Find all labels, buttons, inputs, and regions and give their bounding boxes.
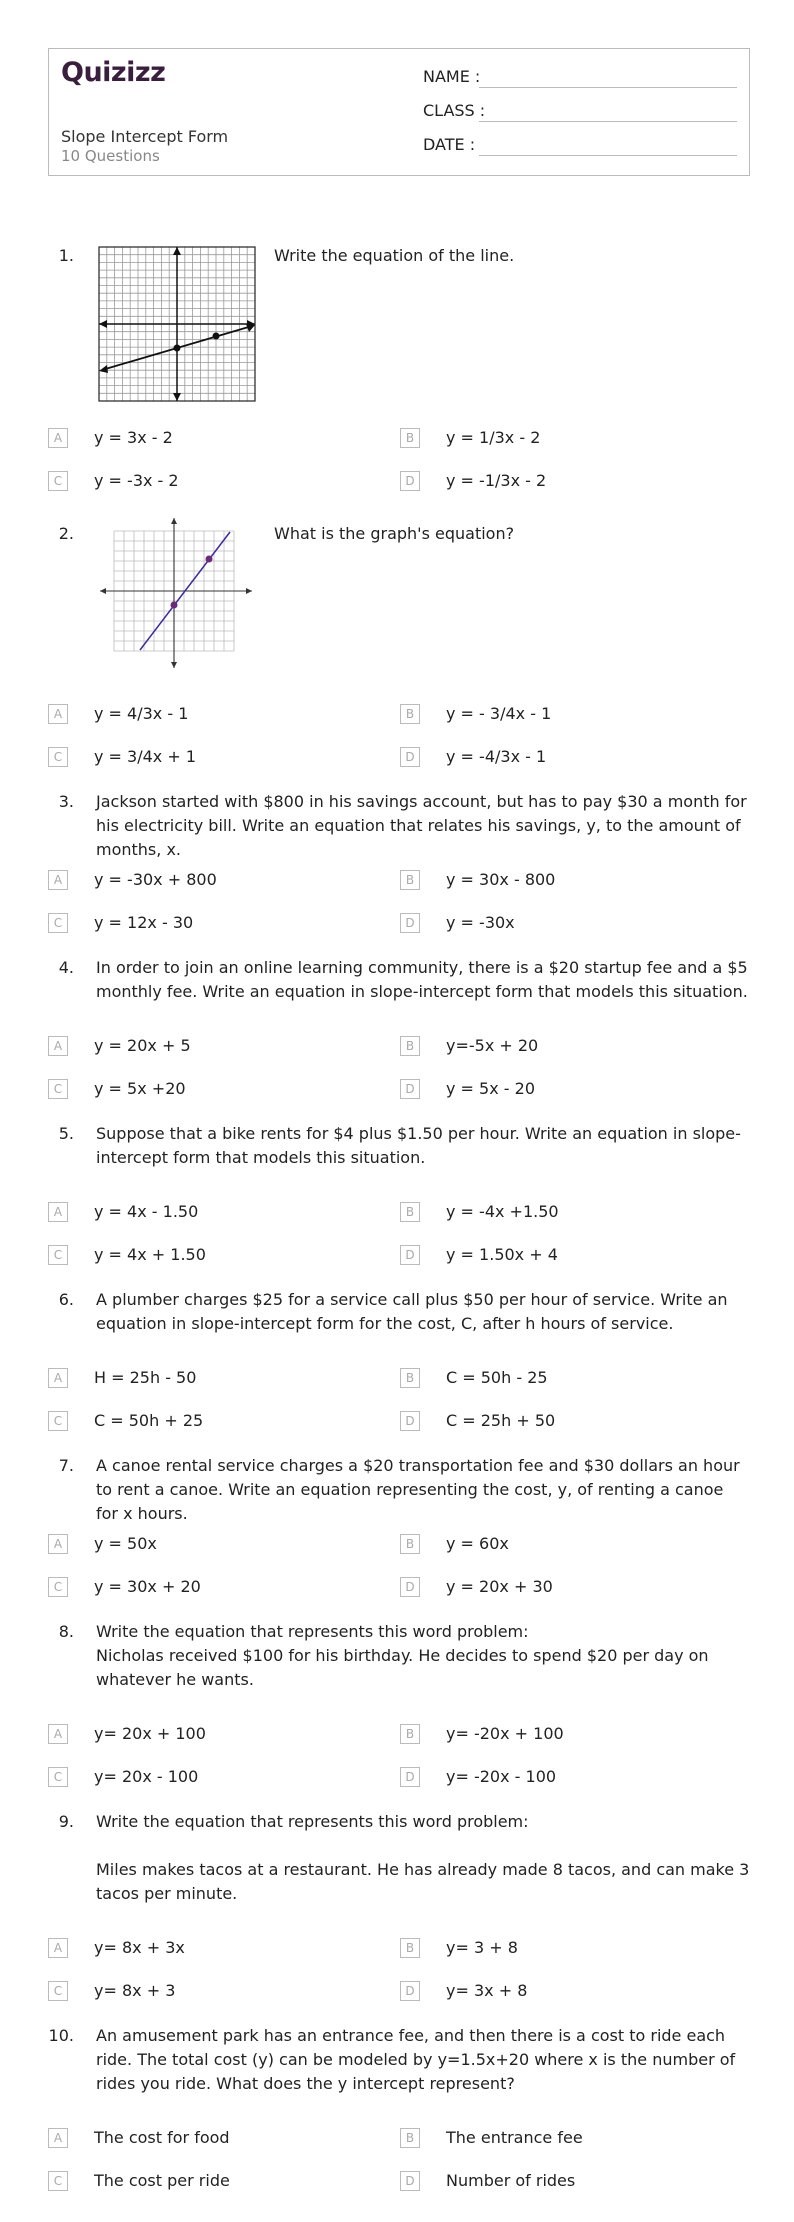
quizizz-logo: Quizizz (61, 57, 166, 88)
option-text: y = 3x - 2 (94, 428, 173, 447)
question-text: Write the equation that represents this word problem: Nicholas received $100 for his birthday. He decides to spend $20 per day on whatever he wants. (96, 1622, 709, 1689)
answer-option-b[interactable] (400, 428, 730, 450)
option-text: Number of rides (446, 2171, 576, 2190)
option-letter-box[interactable]: C (48, 1767, 68, 1787)
option-text: y=-5x + 20 (446, 1036, 539, 1055)
option-letter-box[interactable]: B (400, 1534, 420, 1554)
option-text: y= -20x + 100 (446, 1724, 564, 1743)
option-letter-box[interactable]: C (48, 2171, 68, 2191)
option-text: The cost per ride (94, 2171, 230, 2190)
answer-option-c[interactable] (48, 1411, 378, 1433)
option-letter-box[interactable]: B (400, 428, 420, 448)
answer-option-d[interactable] (400, 1245, 730, 1267)
option-text: y = -4x +1.50 (446, 1202, 559, 1221)
answer-option-b[interactable] (400, 1202, 730, 1224)
question-number: 5. (58, 1124, 74, 1143)
option-letter-box[interactable]: D (400, 913, 420, 933)
option-letter-box[interactable]: A (48, 1938, 68, 1958)
option-letter-box[interactable]: B (400, 704, 420, 724)
answer-option-d[interactable] (400, 747, 730, 769)
question-text: A plumber charges $25 for a service call plus $50 per hour of service. Write an equation in slope-intercept form for the cost, C, after h hours of service. (96, 1290, 728, 1333)
option-text: y = 5x +20 (94, 1079, 186, 1098)
class-field[interactable] (479, 121, 737, 122)
answer-option-d[interactable] (400, 1981, 730, 2003)
question-text: Write the equation of the line. (274, 246, 515, 265)
option-letter-box[interactable]: D (400, 1079, 420, 1099)
answer-option-a[interactable] (48, 704, 378, 726)
option-text: y = 4/3x - 1 (94, 704, 189, 723)
answer-option-c[interactable] (48, 471, 378, 493)
answer-option-b[interactable] (400, 1036, 730, 1058)
option-letter-box[interactable]: D (400, 1411, 420, 1431)
class-label: CLASS : (423, 101, 486, 120)
option-letter-box[interactable]: B (400, 870, 420, 890)
answer-option-d[interactable] (400, 1767, 730, 1789)
option-text: y = 30x + 20 (94, 1577, 201, 1596)
question-number: 4. (58, 958, 74, 977)
option-letter-box[interactable]: C (48, 747, 68, 767)
option-letter-box[interactable]: D (400, 1577, 420, 1597)
option-text: The cost for food (94, 2128, 230, 2147)
option-letter-box[interactable]: D (400, 1767, 420, 1787)
date-field[interactable] (479, 155, 737, 156)
option-letter-box[interactable]: A (48, 1534, 68, 1554)
option-text: C = 50h + 25 (94, 1411, 204, 1430)
answer-option-d[interactable] (400, 1577, 730, 1599)
answer-option-c[interactable] (48, 913, 378, 935)
answer-option-d[interactable] (400, 1411, 730, 1433)
option-text: y = 1/3x - 2 (446, 428, 541, 447)
option-letter-box[interactable]: A (48, 1202, 68, 1222)
question-text: Write the equation that represents this word problem: Miles makes tacos at a restaurant. He has already made 8 tacos, and can make 3 tacos per minute. (96, 1812, 750, 1903)
option-text: y = -4/3x - 1 (446, 747, 547, 766)
option-letter-box[interactable]: B (400, 1938, 420, 1958)
option-letter-box[interactable]: C (48, 1245, 68, 1265)
option-letter-box[interactable]: B (400, 1368, 420, 1388)
option-text: y = 20x + 5 (94, 1036, 191, 1055)
answer-option-a[interactable] (48, 1938, 378, 1960)
option-text: y = 1.50x + 4 (446, 1245, 558, 1264)
option-text: y = 60x (446, 1534, 509, 1553)
answer-option-b[interactable] (400, 1938, 730, 1960)
option-letter-box[interactable]: B (400, 1202, 420, 1222)
question-text: Jackson started with $800 in his savings account, but has to pay $30 a month for his electricity bill. Write an equation that relates his savings, y, to the amount of months, x. (96, 792, 747, 859)
answer-option-c[interactable] (48, 1577, 378, 1599)
option-text: y = 4x - 1.50 (94, 1202, 199, 1221)
option-text: y= 20x - 100 (94, 1767, 199, 1786)
question-number: 10. (48, 2026, 74, 2045)
worksheet-title: Slope Intercept Form (61, 127, 229, 146)
question-number: 3. (58, 792, 74, 811)
option-text: y = 20x + 30 (446, 1577, 553, 1596)
question-text: In order to join an online learning community, there is a $20 startup fee and a $5 monthly fee. Write an equation in slope-intercept form that models this situation. (96, 958, 748, 1001)
option-letter-box[interactable]: D (400, 747, 420, 767)
answer-option-a[interactable] (48, 2128, 378, 2150)
option-text: y = - 3/4x - 1 (446, 704, 552, 723)
option-text: H = 25h - 50 (94, 1368, 197, 1387)
option-letter-box[interactable]: C (48, 913, 68, 933)
option-text: y = -30x + 800 (94, 870, 217, 889)
option-letter-box[interactable]: A (48, 428, 68, 448)
answer-option-a[interactable] (48, 1368, 378, 1390)
option-letter-box[interactable]: C (48, 471, 68, 491)
option-text: The entrance fee (446, 2128, 583, 2147)
option-text: y = 5x - 20 (446, 1079, 535, 1098)
option-letter-box[interactable]: A (48, 2128, 68, 2148)
answer-option-b[interactable] (400, 2128, 730, 2150)
question-number: 7. (58, 1456, 74, 1475)
question-text: An amusement park has an entrance fee, and then there is a cost to ride each ride. The total cost (y) can be modeled by y=1.5x+20 where x is the number of rides you ride. What does the y intercept represent? (96, 2026, 736, 2093)
name-label: NAME : (423, 67, 481, 86)
answer-option-c[interactable] (48, 1245, 378, 1267)
option-letter-box[interactable]: C (48, 1981, 68, 2001)
question-number: 6. (58, 1290, 74, 1309)
question-text: What is the graph's equation? (274, 524, 515, 543)
option-letter-box[interactable]: B (400, 1724, 420, 1744)
name-field[interactable] (479, 87, 737, 88)
option-text: C = 50h - 25 (446, 1368, 548, 1387)
option-text: y= 8x + 3 (94, 1981, 176, 2000)
worksheet-header (48, 48, 750, 176)
answer-option-b[interactable] (400, 1724, 730, 1746)
option-letter-box[interactable]: C (48, 1411, 68, 1431)
answer-option-b[interactable] (400, 1534, 730, 1556)
option-letter-box[interactable]: B (400, 2128, 420, 2148)
answer-option-c[interactable] (48, 1079, 378, 1101)
option-letter-box[interactable]: A (48, 1724, 68, 1744)
option-letter-box[interactable]: C (48, 1079, 68, 1099)
option-text: y= 3 + 8 (446, 1938, 518, 1957)
option-text: y = 12x - 30 (94, 913, 194, 932)
question-number: 2. (58, 524, 74, 543)
answer-option-c[interactable] (48, 747, 378, 769)
answer-option-b[interactable] (400, 1368, 730, 1390)
option-letter-box[interactable]: D (400, 1981, 420, 2001)
question-number: 1. (58, 246, 74, 265)
answer-option-c[interactable] (48, 2171, 378, 2193)
answer-option-b[interactable] (400, 704, 730, 726)
question-text: A canoe rental service charges a $20 transportation fee and $30 dollars an hour to rent a canoe. Write an equation representing the cost, y, of renting a canoe for x hours. (96, 1456, 740, 1523)
option-text: y = 30x - 800 (446, 870, 556, 889)
option-text: y= 3x + 8 (446, 1981, 528, 2000)
option-letter-box[interactable]: B (400, 1036, 420, 1056)
question-2-graph (98, 516, 254, 670)
answer-option-a[interactable] (48, 428, 378, 450)
option-letter-box[interactable]: A (48, 704, 68, 724)
answer-option-a[interactable] (48, 1534, 378, 1556)
option-letter-box[interactable]: D (400, 1245, 420, 1265)
question-count: 10 Questions (61, 147, 160, 165)
question-number: 9. (58, 1812, 74, 1831)
answer-option-c[interactable] (48, 1981, 378, 2003)
answer-option-d[interactable] (400, 471, 730, 493)
option-letter-box[interactable]: C (48, 1577, 68, 1597)
option-text: y = 4x + 1.50 (94, 1245, 206, 1264)
option-text: C = 25h + 50 (446, 1411, 556, 1430)
question-1-graph (96, 244, 262, 404)
option-letter-box[interactable]: A (48, 1036, 68, 1056)
answer-option-a[interactable] (48, 870, 378, 892)
answer-option-a[interactable] (48, 1202, 378, 1224)
option-text: y = -1/3x - 2 (446, 471, 547, 490)
option-letter-box[interactable]: A (48, 1368, 68, 1388)
option-text: y= 20x + 100 (94, 1724, 206, 1743)
answer-option-c[interactable] (48, 1767, 378, 1789)
option-text: y= 8x + 3x (94, 1938, 185, 1957)
option-text: y= -20x - 100 (446, 1767, 557, 1786)
answer-option-d[interactable] (400, 913, 730, 935)
answer-option-a[interactable] (48, 1724, 378, 1746)
option-text: y = 50x (94, 1534, 157, 1553)
option-letter-box[interactable]: A (48, 870, 68, 890)
question-text: Suppose that a bike rents for $4 plus $1.50 per hour. Write an equation in slope-intercept form that models this situation. (96, 1124, 741, 1167)
answer-option-a[interactable] (48, 1036, 378, 1058)
answer-option-d[interactable] (400, 1079, 730, 1101)
option-letter-box[interactable]: D (400, 471, 420, 491)
answer-option-d[interactable] (400, 2171, 730, 2193)
date-label: DATE : (423, 135, 476, 154)
question-number: 8. (58, 1622, 74, 1641)
option-letter-box[interactable]: D (400, 2171, 420, 2191)
answer-option-b[interactable] (400, 870, 730, 892)
option-text: y = -30x (446, 913, 515, 932)
option-text: y = 3/4x + 1 (94, 747, 197, 766)
option-text: y = -3x - 2 (94, 471, 179, 490)
